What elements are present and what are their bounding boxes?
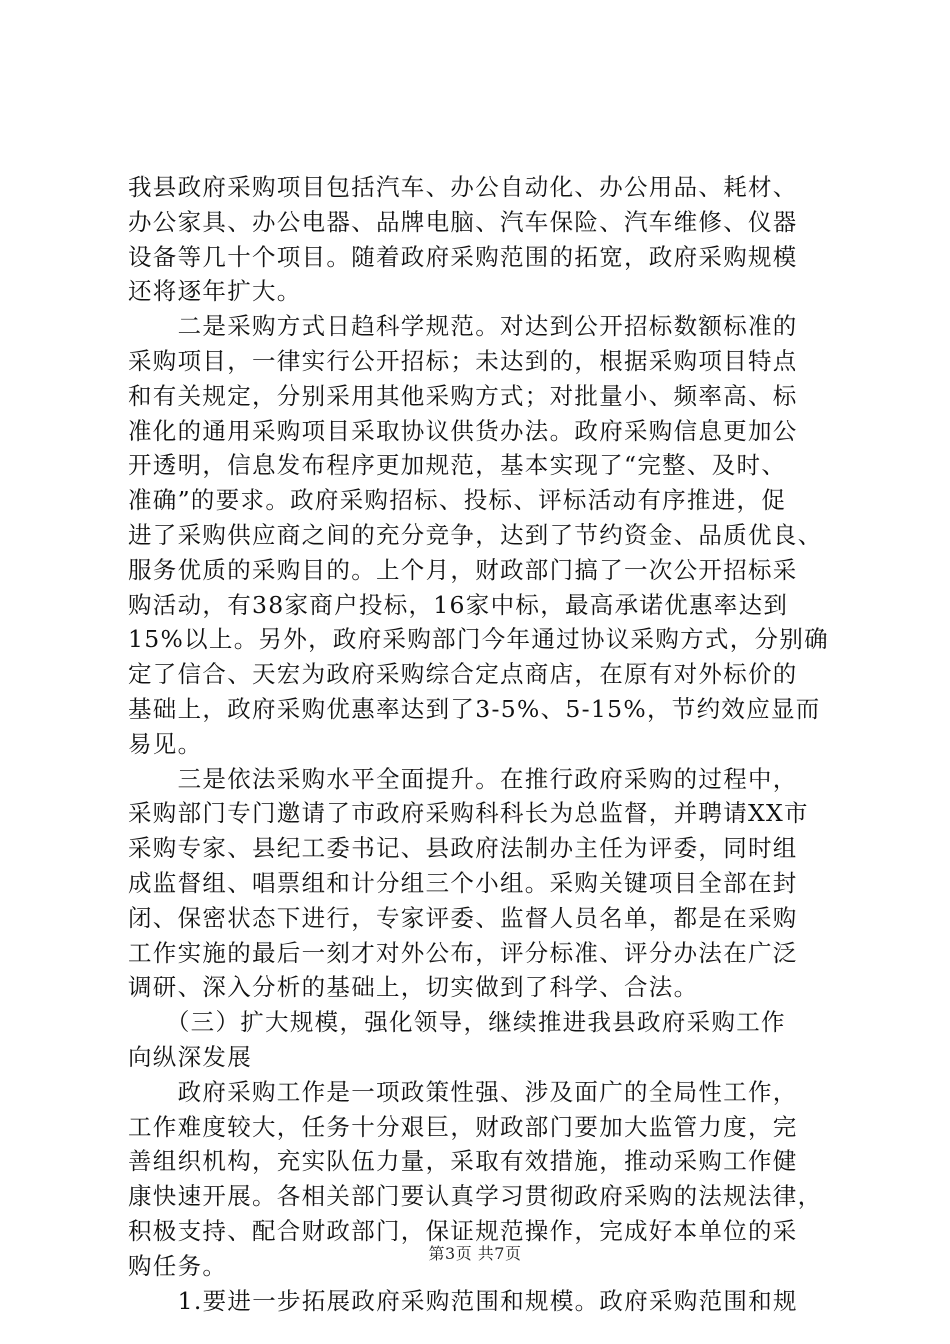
text-line: 开透明，信息发布程序更加规范，基本实现了“完整、及时、	[128, 451, 787, 480]
text-line: 准确”的要求。政府采购招标、投标、评标活动有序推进，促	[128, 486, 787, 515]
text-line: 采购专家、县纪工委书记、县政府法制办主任为评委，同时组	[128, 834, 798, 863]
text-line: 设备等几十个项目。随着政府采购范围的拓宽，政府采购规模	[128, 242, 798, 271]
text-line: 进了采购供应商之间的充分竞争，达到了节约资金、品质优良、	[128, 520, 823, 549]
section-heading-line: 向纵深发展	[128, 1042, 252, 1071]
text-line: 康快速开展。各相关部门要认真学习贯彻政府采购的法规法律，	[128, 1182, 823, 1211]
text-line: 服务优质的采购目的。上个月，财政部门搞了一次公开招标采	[128, 555, 798, 584]
text-line: 工作难度较大，任务十分艰巨，财政部门要加大监管力度，完	[128, 1112, 798, 1141]
text-line: 采购项目，一律实行公开招标；未达到的，根据采购项目特点	[128, 346, 798, 375]
text-line: 三是依法采购水平全面提升。在推行政府采购的过程中，	[128, 764, 798, 793]
text-line: 还将逐年扩大。	[128, 277, 302, 306]
text-line: 办公家具、办公电器、品牌电脑、汽车保险、汽车维修、仪器	[128, 207, 798, 236]
text-line: 调研、深入分析的基础上，切实做到了科学、合法。	[128, 973, 699, 1002]
page-number-footer: 第3页 共7页	[428, 1244, 522, 1263]
text-line: 定了信合、天宏为政府采购综合定点商店，在原有对外标价的	[128, 660, 798, 689]
text-line: 准化的通用采购项目采取协议供货办法。政府采购信息更加公	[128, 416, 798, 445]
text-line: 二是采购方式日趋科学规范。对达到公开招标数额标准的	[128, 312, 798, 341]
text-line: 1.要进一步拓展政府采购范围和规模。政府采购范围和规	[128, 1286, 798, 1315]
text-line: 易见。	[128, 729, 203, 758]
section-heading-line: （三）扩大规模，强化领导，继续推进我县政府采购工作	[128, 1008, 786, 1037]
text-line: 采购部门专门邀请了市政府采购科科长为总监督，并聘请XX市	[128, 799, 809, 828]
text-line: 工作实施的最后一刻才对外公布，评分标准、评分办法在广泛	[128, 938, 798, 967]
text-line: 购任务。	[128, 1251, 228, 1280]
text-line: 善组织机构，充实队伍力量，采取有效措施，推动采购工作健	[128, 1147, 798, 1176]
text-line: 成监督组、唱票组和计分组三个小组。采购关键项目全部在封	[128, 868, 798, 897]
text-line: 购活动，有38家商户投标，16家中标，最高承诺优惠率达到	[128, 590, 789, 619]
text-line: 闭、保密状态下进行，专家评委、监督人员名单，都是在采购	[128, 903, 798, 932]
document-body	[128, 170, 828, 1318]
text-line: 积极支持、配合财政部门，保证规范操作，完成好本单位的采	[128, 1216, 798, 1245]
text-line: 和有关规定，分别采用其他采购方式；对批量小、频率高、标	[128, 381, 798, 410]
text-line: 我县政府采购项目包括汽车、办公自动化、办公用品、耗材、	[128, 173, 798, 201]
text-line: 15%以上。另外，政府采购部门今年通过协议采购方式，分别确	[128, 625, 829, 654]
text-line: 基础上，政府采购优惠率达到了3-5%、5-15%，节约效应显而	[128, 694, 821, 723]
text-line: 政府采购工作是一项政策性强、涉及面广的全局性工作，	[128, 1077, 798, 1106]
